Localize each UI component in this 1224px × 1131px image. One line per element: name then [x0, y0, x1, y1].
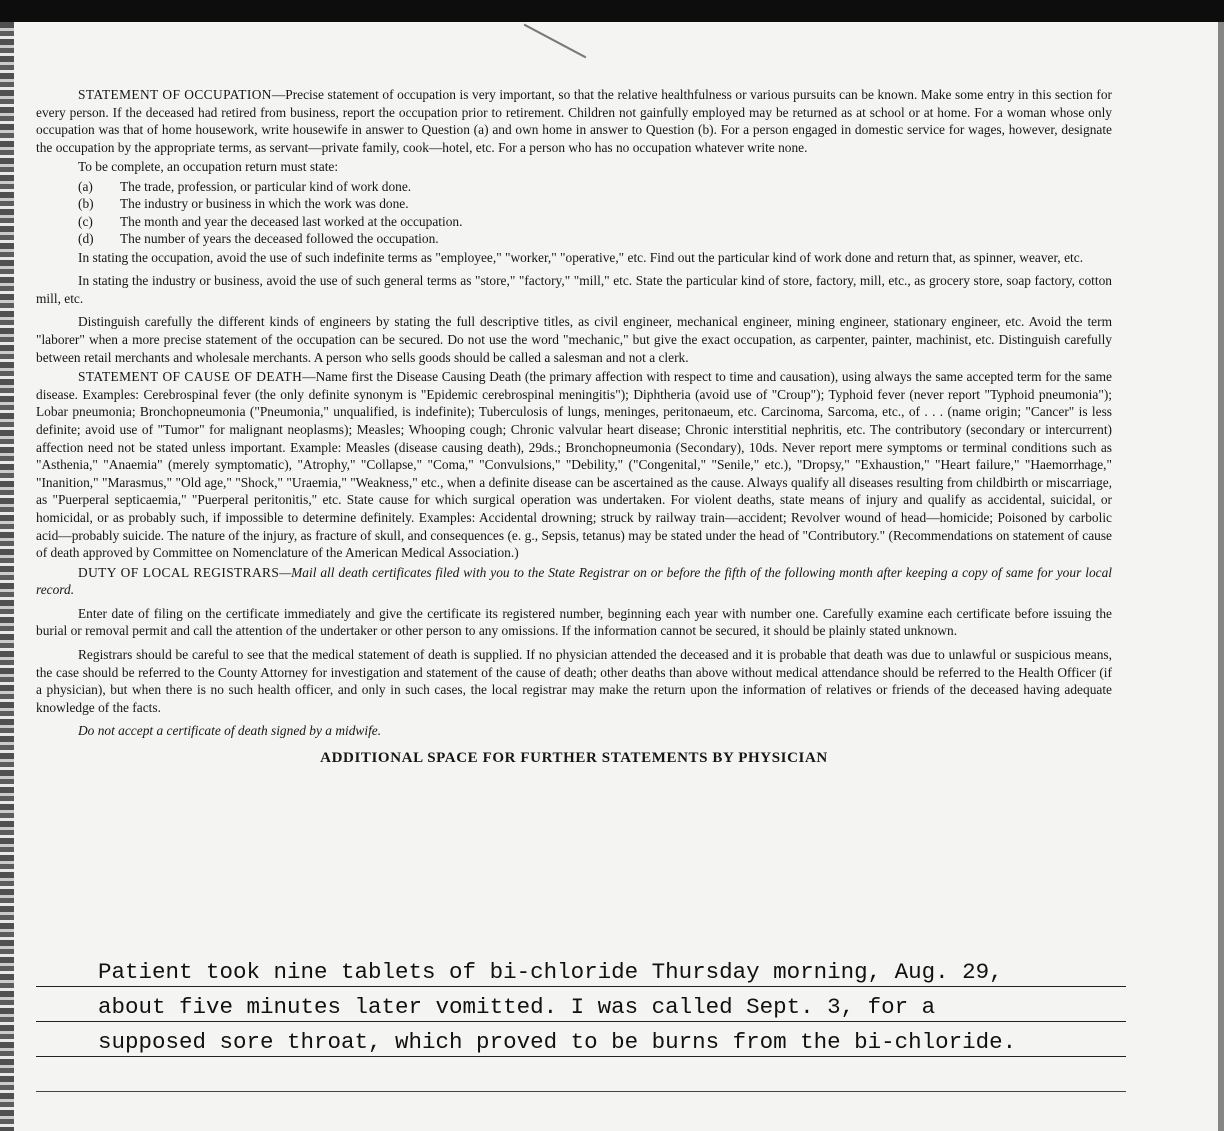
scan-right-edge: [1218, 22, 1224, 1131]
occupation-intro: —Precise statement of occupation is very important, so that the relative healthfulness or various pursuits can be known. Make some entry in this section for every person. If the deceased had retired from business, report the occupation prior to retirement. Children not gainfully employed may be returned as at school or at home. For a woman whose only occupation was that of home housework, write housewife in answer to Question (a) and own home in answer to Question (b). For a person engaged in domestic service for wages, however, designate the occupation by the appropriate terms, as servant—private family, cook—hotel, etc. For a person who has no occupation whatever write none.: [36, 87, 1113, 155]
list-item: (b) The industry or business in which the work was done.: [78, 196, 409, 212]
statement-line-blank[interactable]: [36, 1057, 1126, 1092]
statement-text: supposed sore throat, which proved to be burns from the bi-chloride.: [98, 1029, 1017, 1055]
statement-text: about five minutes later vomitted. I was called Sept. 3, for a: [98, 994, 936, 1020]
industry-terms-paragraph: In stating the industry or business, avoid the use of such general terms as "store," "factory," "mill," etc. State the particular kind of store, factory, mill, etc., as grocery store, soap factory, cotton mill, etc.: [36, 273, 1112, 306]
list-item: (c) The month and year the deceased last worked at the occupation.: [78, 213, 463, 229]
statement-line[interactable]: [36, 952, 1126, 987]
registrars-heading: DUTY OF LOCAL REGISTRARS: [78, 564, 280, 580]
filing-paragraph: Enter date of filing on the certificate immediately and give the certificate its registered number, beginning each year with number one. Carefully examine each certificate before issuing the burial or removal permit and call the attention of the undertaker or other person to any omissions. If the information cannot be secured, it should be plainly stated unknown.: [36, 605, 1112, 639]
statement-text: Patient took nine tablets of bi-chloride Thursday morning, Aug. 29,: [98, 959, 1003, 985]
physician-statement-lines: [36, 952, 1126, 1092]
instructions-page: [36, 86, 1112, 767]
list-item: (a) The trade, profession, or particular kind of work done.: [78, 178, 412, 194]
cause-text: —Name first the Disease Causing Death (the primary affection with respect to time and causation), using always the same accepted term for the same disease. Examples: Cerebrospinal fever (the only definite synonym is "Epidemic cerebrospinal meningitis"); Diphtheria (avoid use of "Croup"); Typhoid fever (never report "Typhoid pneumonia"); Lobar pneumonia; Bronchopneumonia ("Pneumonia," unqualified, is indefinite); Tuberculosis of lungs, meninges, peritonaeum, etc. Carcinoma, Sarcoma, etc., of . . . (name origin; "Cancer" is less definite; avoid use of "Tumor" for malignant neoplasms); Measles; Whooping cough; Chronic valvular heart disease; Chronic interstitial nephritis, etc. The contributory (secondary or intercurrent) affection need not be stated unless important. Example: Measles (disease causing death), 29ds.; Bronchopneumonia (Secondary), 10ds. Never report mere symptoms or terminal conditions such as "Asthenia," "Anaemia" (merely symptomatic), "Atrophy," "Collapse," "Coma," "Convulsions," "Debility," ("Congenital," "Senile," etc.), "Dropsy," "Exhaustion," "Heart failure," "Haemorrhage," "Inanition," "Marasmus," "Old age," "Shock," "Uraemia," "Weakness," etc., when a definite disease can be ascertained as the cause. Always qualify all diseases resulting from childbirth or miscarriage, as "Puerperal septicaemia," "Puerperal peritonitis," etc. State cause for which surgical operation was undertaken. For violent deaths, state means of injury and qualify as accidental, suicidal, or homicidal, or as probably such, if impossible to determine definitely. Examples: Accidental drowning; struck by railway train—accident; Revolver wound of head—homicide; Poisoned by carbolic acid—probably suicide. The nature of the injury, as fracture of skull, and consequences (e. g., Sepsis, tetanus) may be stated under the head of "Contributory." (Recommendations on statement of cause of death approved by Committee on Nomenclature of the American Medical Association.): [36, 369, 1112, 561]
scan-left-binding-edge: [0, 22, 14, 1131]
registrars-paragraph: [36, 564, 1112, 599]
indefinite-terms-paragraph: In stating the occupation, avoid the use of such indefinite terms as "employee," "worker," "operative," etc. Find out the particular kind of work done and return that, as spinner, weaver, etc.: [78, 249, 1084, 265]
occupation-paragraph: [36, 86, 1112, 156]
scan-top-border: [0, 0, 1224, 22]
stray-pen-mark: [524, 24, 587, 59]
registrars-text: —Mail all death certificates filed with you to the State Registrar on or before the fifth of the following month after keeping a copy of same for your local record.: [36, 564, 1112, 598]
occupation-heading: STATEMENT OF OCCUPATION: [78, 87, 272, 102]
statement-line[interactable]: [36, 1022, 1126, 1057]
physician-section-title: ADDITIONAL SPACE FOR FURTHER STATEMENTS BY PHYSICIAN: [320, 750, 828, 767]
cause-heading: STATEMENT OF CAUSE OF DEATH: [78, 369, 303, 385]
engineers-paragraph: Distinguish carefully the different kinds of engineers by stating the full descriptive titles, as civil engineer, mechanical engineer, mining engineer, stationary engineer, etc. Avoid the term "laborer" when a more precise statement of the occupation can be secured. Do not use the word "mechanic," but give the exact occupation, as carpenter, painter, machinist, etc. Distinguish carefully between retail merchants and wholesale merchants. A person who sells goods should be called a salesman and not a clerk.: [36, 314, 1112, 365]
cause-of-death-paragraph: [36, 368, 1112, 562]
registrars-careful-paragraph: Registrars should be careful to see that the medical statement of death is supplied. If no physician attended the deceased and it is probable that death was due to unlawful or suspicious means, the case should be referred to the County Attorney for investigation and statement of the cause of death; other deaths than above without medical attendance should be referred to the Health Officer (if a physician), but when there is no such health officer, and only in such cases, the local registrar may make the return upon the information of relatives or friends of the deceased having adequate knowledge of the facts.: [36, 647, 1112, 715]
occupation-requirements-list: [78, 178, 1112, 248]
midwife-note: Do not accept a certificate of death signed by a midwife.: [78, 723, 382, 739]
occupation-complete-lead: To be complete, an occupation return must state:: [78, 159, 339, 175]
statement-line[interactable]: [36, 987, 1126, 1022]
list-item: (d) The number of years the deceased followed the occupation.: [78, 231, 439, 247]
